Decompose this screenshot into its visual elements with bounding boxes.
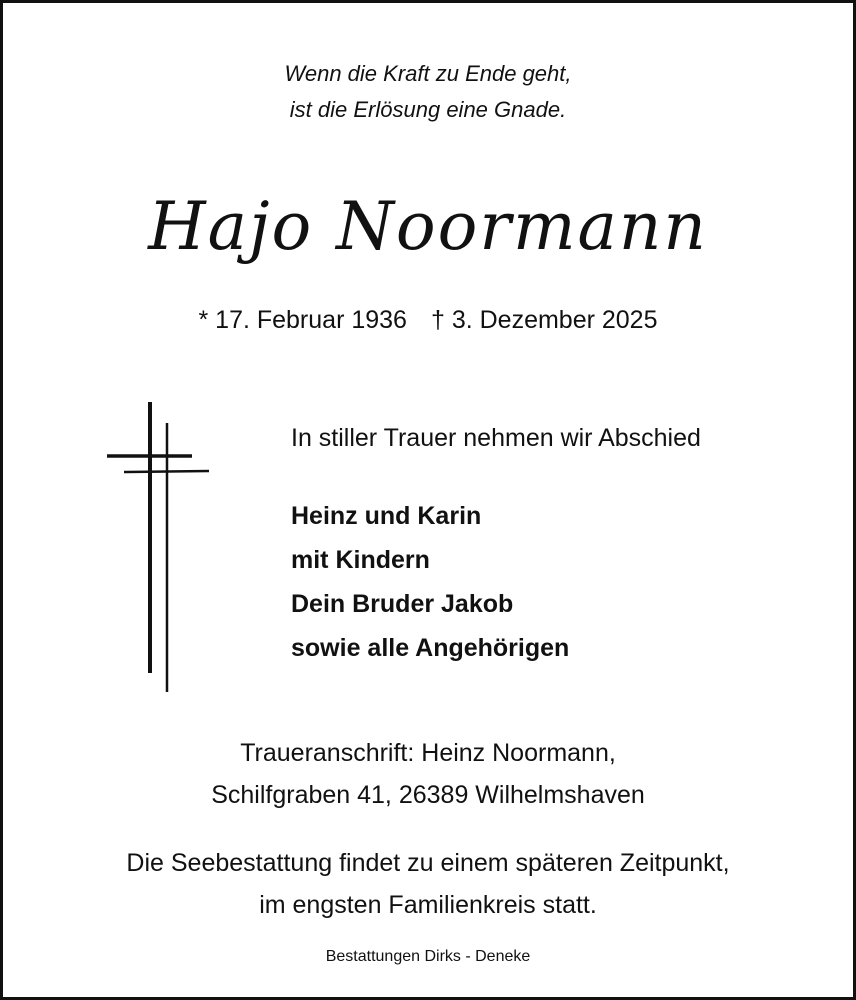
life-dates: [0, 306, 856, 335]
mourner: mit Kindern: [291, 546, 430, 574]
undertaker: Bestattungen Dirks - Deneke: [325, 948, 531, 965]
motto-line: Wenn die Kraft zu Ende geht,: [284, 61, 572, 86]
burial-note: [0, 842, 856, 926]
birth-date: * 17. Februar 1936: [198, 306, 407, 334]
mourner: Heinz und Karin: [291, 502, 482, 530]
mourner: Dein Bruder Jakob: [291, 590, 514, 618]
farewell-intro: In stiller Trauer nehmen wir Abschied: [291, 424, 701, 452]
mourners-list: [291, 494, 569, 670]
mourning-address: [0, 732, 856, 816]
cross-icon: [100, 395, 220, 695]
mourner: sowie alle Angehörigen: [291, 634, 570, 662]
death-date: † 3. Dezember 2025: [430, 306, 658, 334]
address-line: Schilfgraben 41, 26389 Wilhelmshaven: [211, 781, 645, 809]
address-line: Traueranschrift: Heinz Noormann,: [240, 739, 616, 767]
burial-line: im engsten Familienkreis statt.: [259, 891, 597, 919]
motto-line: ist die Erlösung eine Gnade.: [289, 97, 567, 122]
motto: [0, 56, 856, 128]
burial-line: Die Seebestattung findet zu einem späteren Zeitpunkt,: [126, 849, 730, 877]
deceased-name: Hajo Noormann: [148, 188, 708, 265]
